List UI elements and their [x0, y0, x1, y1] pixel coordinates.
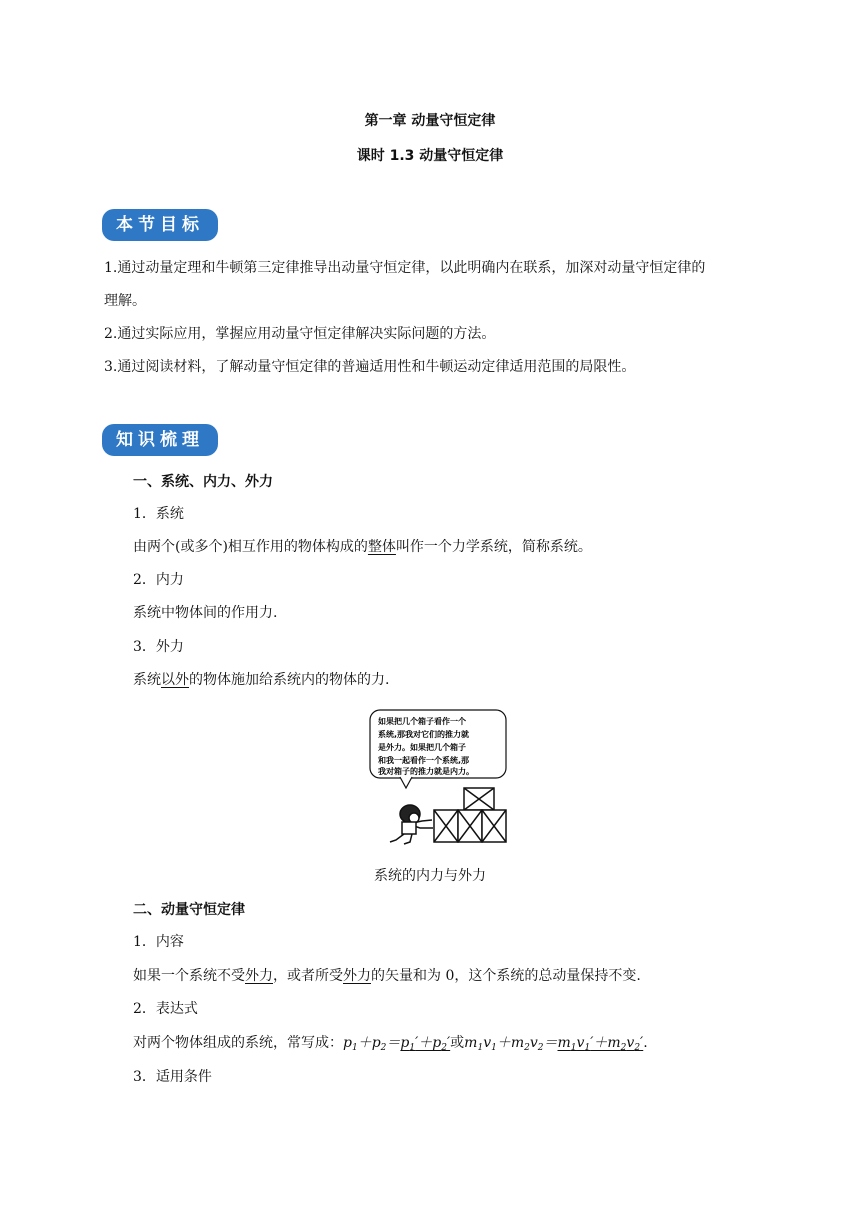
- objective-2: 2.通过实际应用，掌握应用动量守恒定律解决实际问题的方法。: [104, 326, 496, 342]
- system-def-whole: 整体: [367, 539, 396, 555]
- chapter-title: 第一章 动量守恒定律: [364, 113, 496, 129]
- internal-force-text: 系统中物体间的作用力.: [133, 605, 278, 621]
- expression-or: 或: [450, 1035, 465, 1051]
- internal-force-title: 2．内力: [133, 572, 184, 588]
- ext-outside: 以外: [161, 672, 189, 688]
- section-1-heading: 一、系统、内力、外力: [133, 474, 273, 490]
- law-content: [133, 966, 641, 986]
- content-title: 1．内容: [133, 934, 184, 950]
- external-force-title: 3．外力: [133, 639, 184, 655]
- figure-caption: 系统的内力与外力: [374, 868, 486, 884]
- crates: [434, 788, 506, 842]
- bubble-line-3: 是外力。如果把几个箱子: [378, 743, 466, 752]
- external-force-text: [133, 670, 389, 690]
- expression-pre: 对两个物体组成的系统，常写成：: [133, 1035, 343, 1051]
- expression-line: 对两个物体组成的系统，常写成：$p_1+p_2=p_1'+p_2'$或$m_1v_1+m_2v_2=m_1v_1'+m_2v_2'$.: [133, 1035, 648, 1053]
- ext-pre: 系统: [133, 672, 161, 688]
- push-boxes-illustration: [360, 708, 510, 848]
- bubble-line-4: 和我一起看作一个系统,那: [378, 756, 470, 765]
- boy-figure: [390, 805, 433, 844]
- system-definition: [133, 537, 592, 557]
- bubble-line-5: 我对箱子的推力就是内力。: [378, 767, 474, 776]
- bubble-line-2: 系统,那我对它们的推力就: [378, 730, 470, 739]
- content-external-2: 外力: [343, 968, 371, 984]
- formula-momentum: $p_1+p_2=p_1'+p_2'$: [343, 1035, 451, 1053]
- bubble-line-1: 如果把几个箱子看作一个: [378, 717, 466, 726]
- content-external-1: 外力: [245, 968, 273, 984]
- expression-title: 2．表达式: [133, 1001, 198, 1017]
- objective-1-line1: 1.通过动量定理和牛顿第三定律推导出动量守恒定律，以此明确内在联系，加深对动量守恒定律的: [104, 260, 706, 276]
- objective-3: 3.通过阅读材料，了解动量守恒定律的普遍适用性和牛顿运动定律适用范围的局限性。: [104, 359, 636, 375]
- ext-post: 的物体施加给系统内的物体的力.: [189, 672, 390, 688]
- system-def-pre: 由两个(或多个)相互作用的物体构成的: [133, 539, 368, 555]
- objectives-badge: 本节目标: [102, 209, 218, 241]
- content-b: ，或者所受: [273, 968, 343, 984]
- system-title: 1．系统: [133, 506, 184, 522]
- objective-1-line2: 理解。: [104, 293, 146, 309]
- section-2-heading: 二、动量守恒定律: [133, 902, 245, 918]
- lesson-title: 课时 1.3 动量守恒定律: [356, 148, 504, 164]
- content-c: 的矢量和为 0，这个系统的总动量保持不变.: [371, 968, 641, 984]
- system-def-post: 叫作一个力学系统，简称系统。: [395, 539, 592, 555]
- content-a: 如果一个系统不受: [133, 968, 245, 984]
- formula-mass-velocity: $m_1v_1+m_2v_2=m_1v_1'+m_2v_2'$: [464, 1035, 644, 1053]
- conditions-title: 3．适用条件: [133, 1069, 212, 1085]
- knowledge-badge: 知识梳理: [102, 424, 218, 456]
